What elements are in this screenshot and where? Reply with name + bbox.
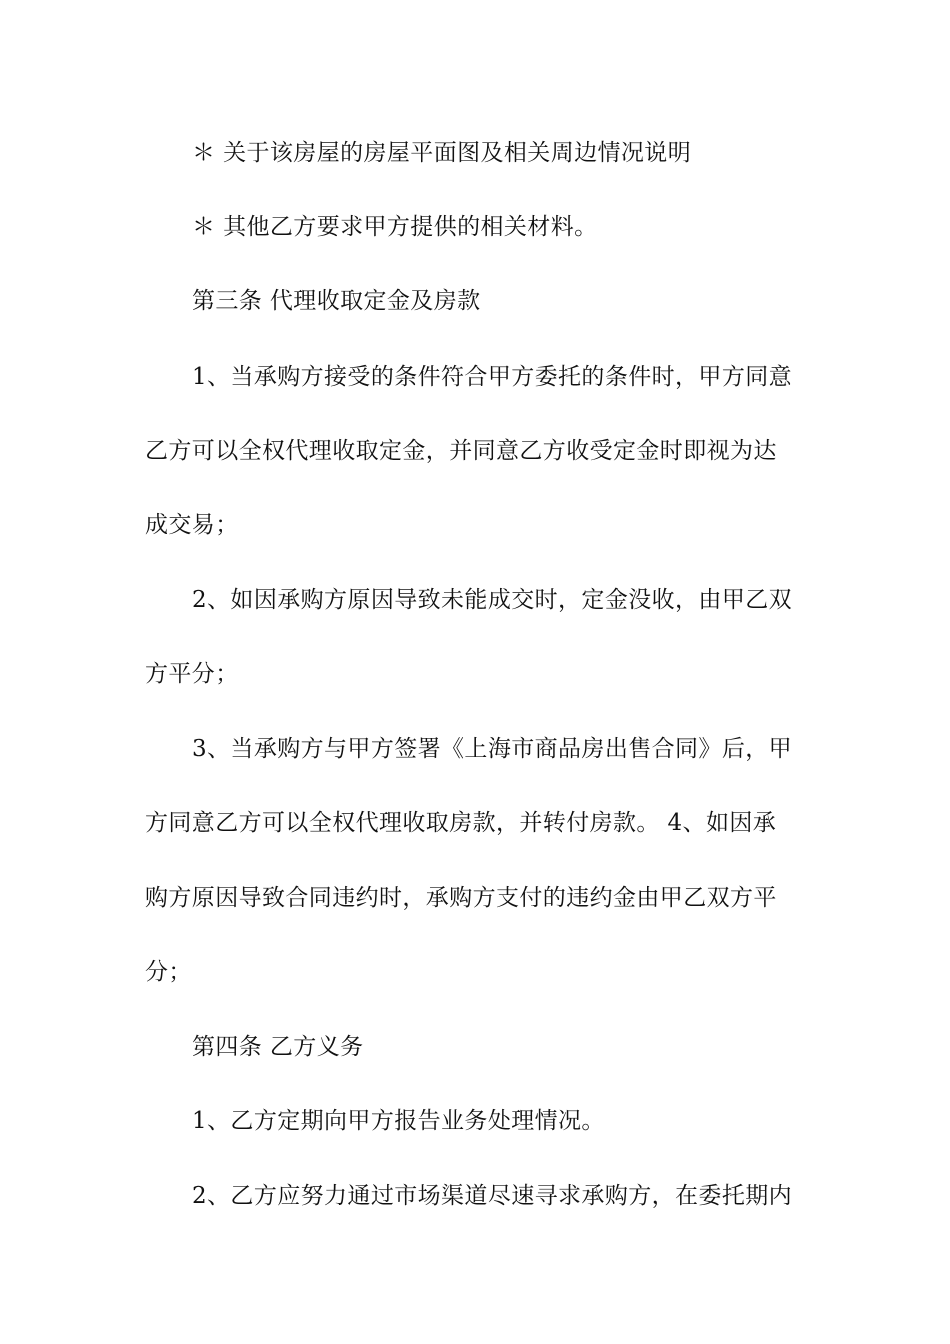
article-3-heading: 第三条 代理收取定金及房款	[192, 288, 481, 314]
article-3-clause-3-line-2: 方同意乙方可以全权代理收取房款，并转付房款。 4、如因承	[145, 810, 777, 836]
article-4-heading: 第四条 乙方义务	[192, 1034, 364, 1060]
article-3-clause-2-line-1: 2、如因承购方原因导致未能成交时，定金没收，由甲乙双	[192, 587, 793, 613]
article-4-clause-1: 1、乙方定期向甲方报告业务处理情况。	[192, 1108, 605, 1134]
article-3-clause-1-line-2: 乙方可以全权代理收取定金，并同意乙方收受定金时即视为达	[145, 438, 777, 464]
article-3-clause-1-line-1: 1、当承购方接受的条件符合甲方委托的条件时，甲方同意	[192, 364, 793, 390]
article-4-clause-2-line-1: 2、乙方应努力通过市场渠道尽速寻求承购方，在委托期内	[192, 1183, 793, 1209]
article-3-clause-4-line-1: 购方原因导致合同违约时，承购方支付的违约金由甲乙双方平	[145, 885, 777, 911]
article-3-clause-3-line-1: 3、当承购方与甲方签署《上海市商品房出售合同》后，甲	[192, 736, 793, 762]
bullet-floor-plan: ＊ 关于该房屋的房屋平面图及相关周边情况说明	[192, 140, 692, 166]
article-3-clause-2-line-2: 方平分；	[145, 661, 239, 687]
article-3-clause-4-line-2: 分；	[145, 959, 192, 985]
bullet-other-materials: ＊ 其他乙方要求甲方提供的相关材料。	[192, 214, 598, 240]
article-3-clause-1-line-3: 成交易；	[145, 512, 239, 538]
